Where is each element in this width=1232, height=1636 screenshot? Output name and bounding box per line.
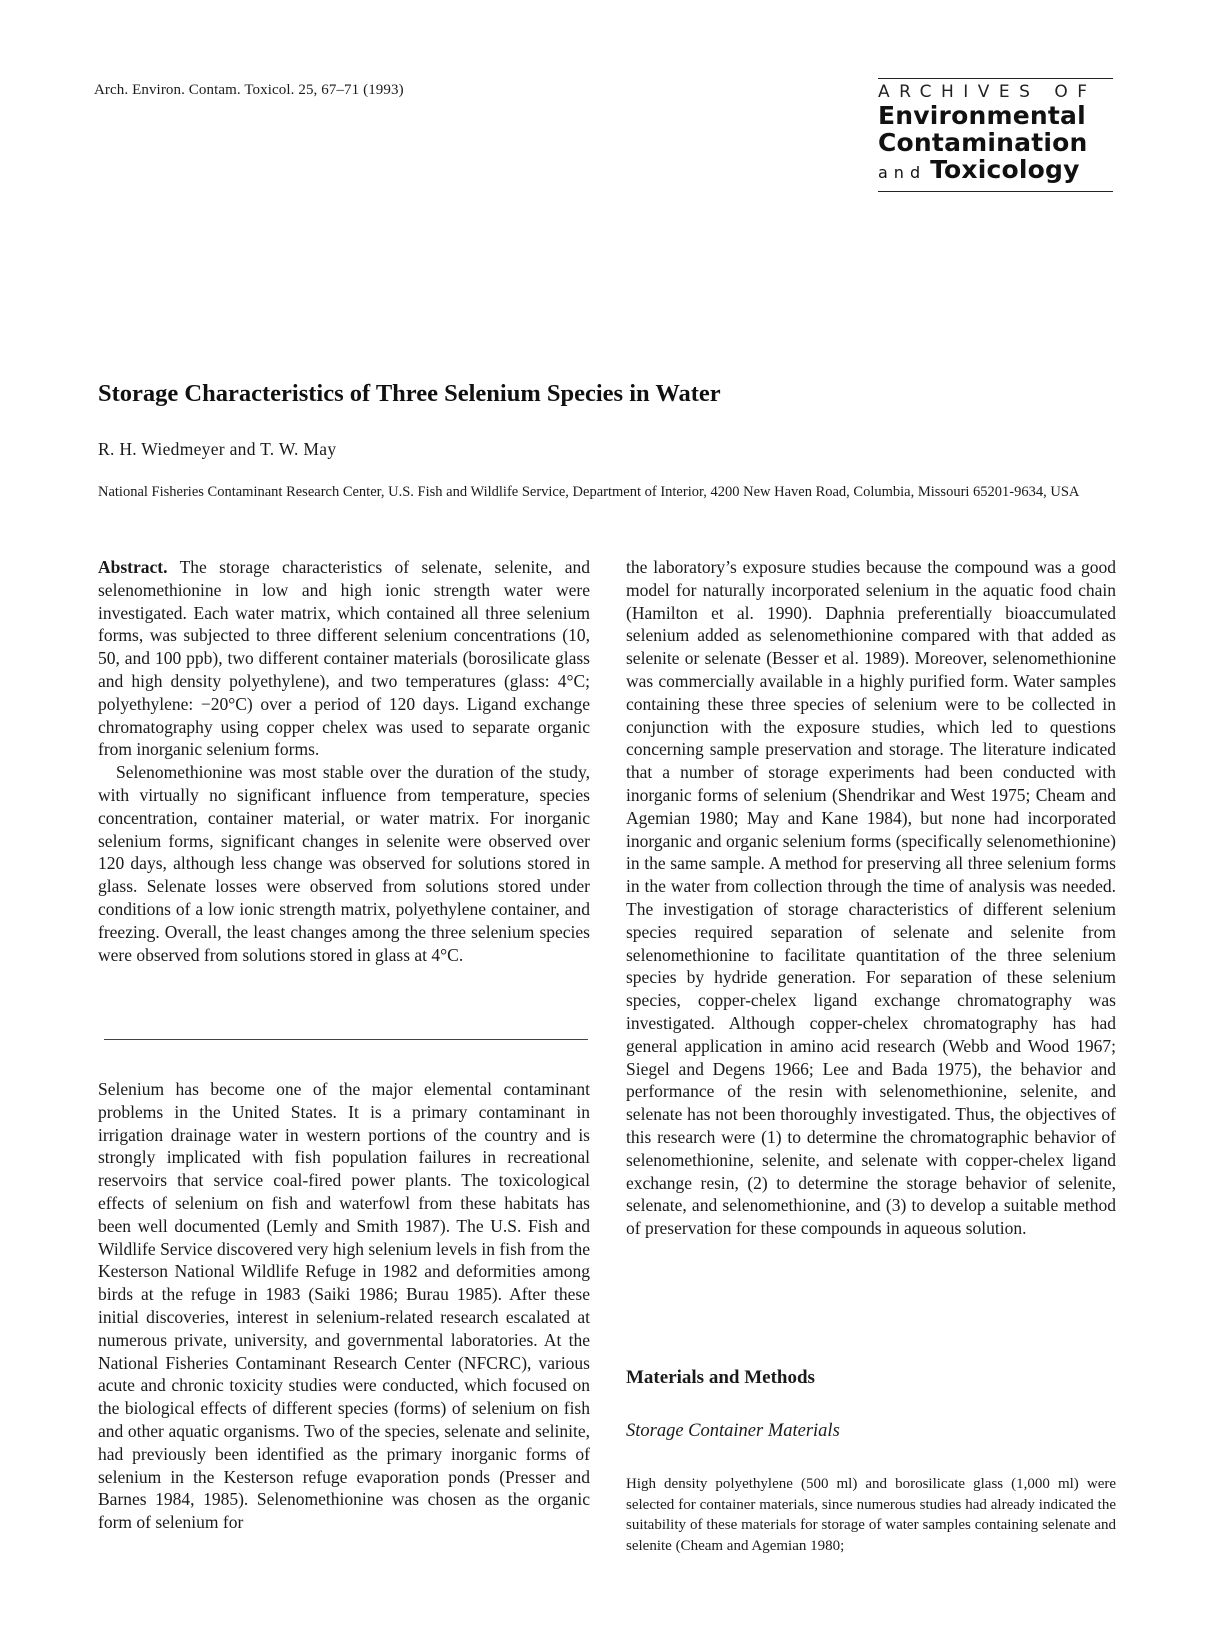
authors: R. H. Wiedmeyer and T. W. May xyxy=(98,439,337,459)
introduction-right xyxy=(626,556,1116,1240)
logo-and-toxicology xyxy=(878,156,1113,186)
intro-paragraph-continued: the laboratory’s exposure studies because the compound was a good model for naturally incorporated selenium in the aquatic food chain (Hamilton et al. 1990). Daphnia preferentially bioaccumulated selenium added as selenomethionine compared with that added as selenite or selenate (Besser et al. 1989). Moreover, selenomethionine was commercially available in a highly purified form. Water samples containing these three species of selenium were to be collected in conjunction with the exposure studies, which led to questions concerning sample preservation and storage. The literature indicated that a number of storage experiments had been conducted with inorganic forms of selenium (Shendrikar and West 1975; Cheam and Agemian 1980; May and Kane 1984), but none had incorporated inorganic and organic selenium forms (specifically selenomethionine) in the same sample. A method for preserving all three selenium forms in the water from collection through the time of analysis was needed. The investigation of storage characteristics of different selenium species required separation of selenate and selenite from selenomethionine to facilitate quantitation of the three selenium species by hydride generation. For separation of these selenium species, copper-chelex ligand exchange chromatography was investigated. Although copper-chelex chromatography has had general application in amino acid research (Webb and Wood 1967; Siegel and Degens 1966; Lee and Bada 1975), the behavior and performance of the resin with selenomethionine, selenite, and selenate has not been thoroughly investigated. Thus, the objectives of this research were (1) to determine the chromatographic behavior of selenomethionine, selenite, and selenate with copper-chelex ligand exchange resin, (2) to determine the storage behavior of selenite, selenate, and selenomethionine, and (3) to develop a suitable method of preservation for these compounds in aqueous solution. xyxy=(626,557,1116,1239)
abstract xyxy=(98,556,590,966)
logo-environmental: Environmental xyxy=(878,101,1086,130)
methods-paragraph: High density polyethylene (500 ml) and borosilicate glass (1,000 ml) were selected for container materials, since numerous studies had already indicated the suitability of these materials for storage of water samples containing selenate and selenite (Cheam and Agemian 1980; xyxy=(626,1476,1116,1554)
abstract-paragraph-1 xyxy=(98,556,590,761)
abstract-divider xyxy=(104,1039,588,1040)
journal-logo xyxy=(878,78,1113,192)
logo-bottom-rule xyxy=(878,191,1113,192)
introduction-left xyxy=(98,1078,590,1534)
affiliation: National Fisheries Contaminant Research Center, U.S. Fish and Wildlife Service, Department of Interior, 4200 New Haven Road, Columbia, Missouri 65201-9634, USA xyxy=(98,484,1080,500)
logo-contamination: Contamination xyxy=(878,128,1088,157)
intro-paragraph-1: Selenium has become one of the major elemental contaminant problems in the United States. It is a primary contaminant in irrigation drainage water in western portions of the country and is strongly implicated with fish population failures in recreational reservoirs that service coal-fired power plants. The toxicological effects of selenium on fish and waterfowl from these habitats has been well documented (Lemly and Smith 1987). The U.S. Fish and Wildlife Service discovered very high selenium levels in fish from the Kesterson National Wildlife Refuge in 1982 and deformities among birds at the refuge in 1983 (Saiki 1986; Burau 1985). After these initial discoveries, interest in selenium-related research escalated at numerous private, university, and governmental laboratories. At the National Fisheries Contaminant Research Center (NFCRC), various acute and chronic toxicity studies were conducted, which focused on the biological effects of different species (forms) of selenium on fish and other aquatic organisms. Two of the species, selenate and selinite, had previously been identified as the primary inorganic forms of selenium in the Kesterson refuge evaporation ponds (Presser and Barnes 1984, 1985). Selenomethionine was chosen as the organic form of selenium for xyxy=(98,1079,590,1533)
section-heading-methods: Materials and Methods xyxy=(626,1367,815,1388)
journal-citation: Arch. Environ. Contam. Toxicol. 25, 67–71 (1993) xyxy=(94,82,404,98)
subsection-heading-storage: Storage Container Materials xyxy=(626,1421,840,1441)
abstract-paragraph-2: Selenomethionine was most stable over the duration of the study, with virtually no significant influence from temperature, species concentration, container material, or water matrix. For inorganic selenium forms, significant changes in selenite were observed over 120 days, although less change was observed for solutions stored in glass. Selenate losses were observed from solutions stored under conditions of a low ionic strength matrix, polyethylene container, and freezing. Overall, the least changes among the three selenium species were observed from solutions stored in glass at 4°C. xyxy=(98,762,590,965)
logo-top-rule xyxy=(878,78,1113,79)
logo-archives-of: ARCHIVES OF xyxy=(878,82,1097,102)
paper-title: Storage Characteristics of Three Selenium Species in Water xyxy=(98,380,721,407)
logo-toxicology: Toxicology xyxy=(930,155,1080,184)
abstract-label: Abstract. xyxy=(98,557,168,577)
abstract-text-1: The storage characteristics of selenate, selenite, and selenomethionine in low and high ionic strength water were investigated. Each water matrix, which contained all three selenium forms, was subjected to three different selenium concentrations (10, 50, and 100 ppb), two different container materials (borosilicate glass and high density polyethylene), and two temperatures (glass: 4°C; polyethylene: −20°C) over a period of 120 days. Ligand exchange chromatography using copper chelex was used to separate organic from inorganic selenium forms. xyxy=(98,557,591,760)
logo-and: and xyxy=(878,163,927,182)
